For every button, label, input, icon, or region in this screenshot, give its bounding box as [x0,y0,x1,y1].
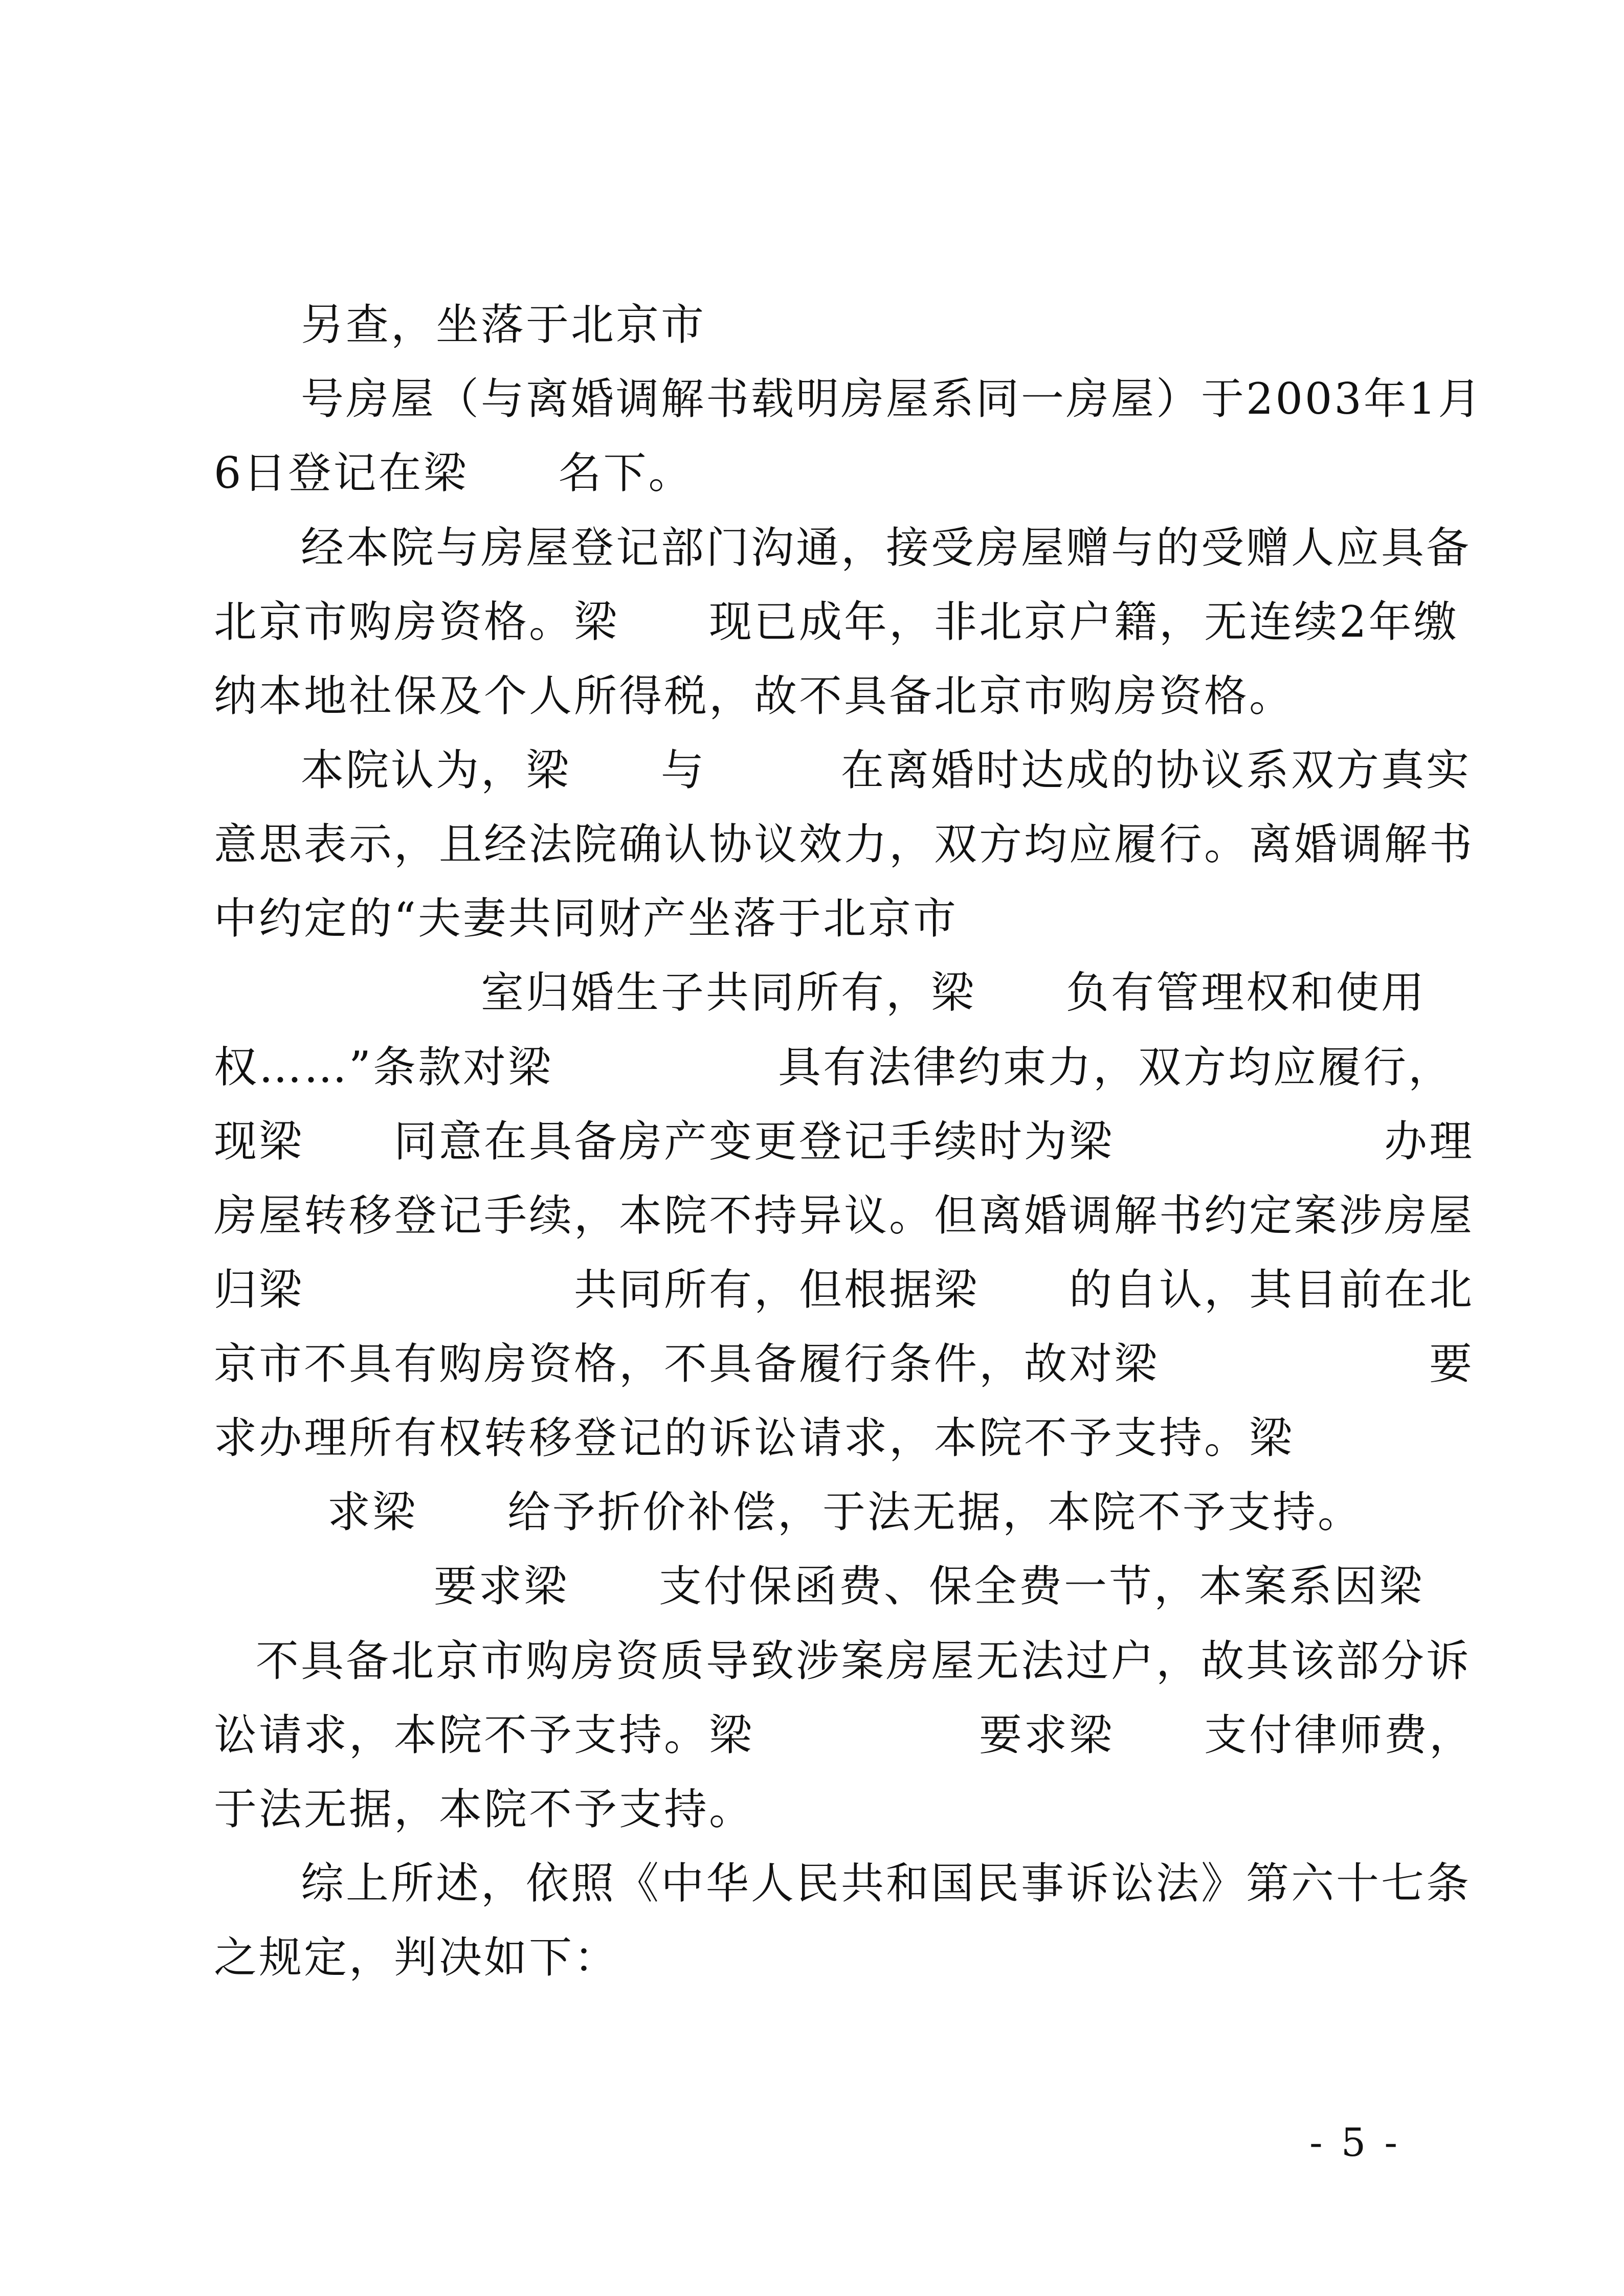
text-line: 号房屋（与离婚调解书载明房屋系同一房屋）于2003年1月 [301,374,1483,424]
text-line: 房屋转移登记手续，本院不持异议。但离婚调解书约定案涉房屋 [214,1190,1475,1241]
text-line: 室归婚生子共同所有，梁 负有管理权和使用 [481,967,1427,1018]
page-number: - 5 - [1309,2120,1401,2165]
text-line: 意思表示，且经法院确认协议效力，双方均应履行。离婚调解书 [214,819,1475,869]
text-line: 综上所述，依照《中华人民共和国民事诉讼法》第六十七条 [301,1858,1472,1908]
text-line: 于法无据，本院不予支持。 [214,1784,754,1834]
text-line: 不具备北京市购房资质导致涉案房屋无法过户，故其该部分诉 [256,1636,1472,1686]
text-line: 求梁 给予折价补偿，于法无据，本院不予支持。 [327,1487,1363,1537]
text-line: 要求梁 支付保函费、保全费一节，本案系因梁 [434,1561,1425,1611]
text-line: 另查，坐落于北京市 [301,300,706,350]
text-line: 权……”条款对梁 具有法律约束力，双方均应履行， [214,1042,1453,1092]
text-line: 求办理所有权转移登记的诉讼请求，本院不予支持。梁 [214,1413,1295,1463]
text-line: 经本院与房屋登记部门沟通，接受房屋赠与的受赠人应具备 [301,523,1472,573]
text-line: 中约定的“夫妻共同财产坐落于北京市 [214,893,958,943]
text-line: 之规定，判决如下： [214,1932,619,1983]
text-line: 本院认为，梁 与 在离婚时达成的协议系双方真实 [301,745,1472,795]
text-line: 北京市购房资格。梁 现已成年，非北京户籍，无连续2年缴 [214,597,1459,647]
text-line: 讼请求，本院不予支持。梁 要求梁 支付律师费， [214,1710,1475,1760]
text-line: 归梁 共同所有，但根据梁 的自认，其目前在北 [214,1265,1475,1315]
text-line: 京市不具有购房资格，不具备履行条件，故对梁 要 [214,1339,1475,1389]
text-line: 现梁 同意在具备房产变更登记手续时为梁 办理 [214,1116,1475,1166]
text-line: 6日登记在梁 名下。 [214,448,694,498]
text-line: 纳本地社保及个人所得税，故不具备北京市购房资格。 [214,671,1295,721]
